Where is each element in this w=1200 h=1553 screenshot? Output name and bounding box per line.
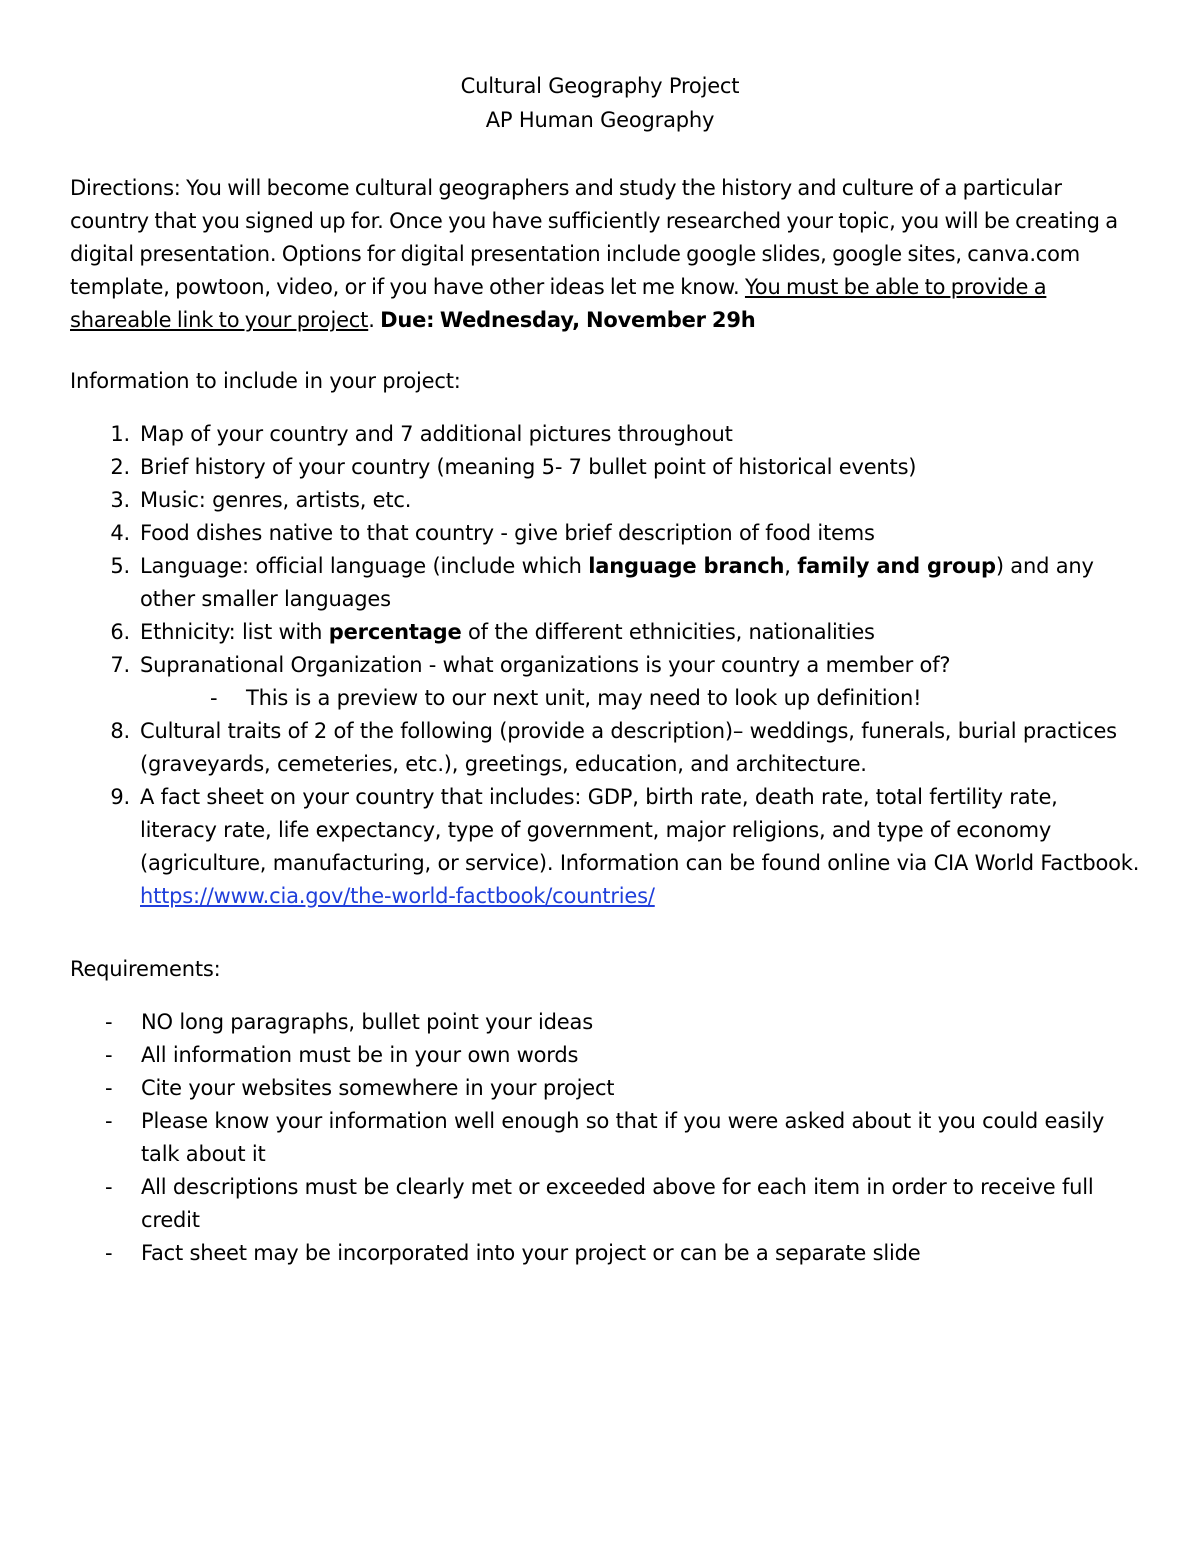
dash-bullet: - (105, 1010, 113, 1034)
list-item (110, 484, 1140, 517)
item-text: Cultural traits of 2 of the following (provide a description)– weddings, funerals, burial practices (graveyards, cemeteries, etc.), greetings, education, and architecture. (140, 719, 1117, 776)
item-text: Cite your websites somewhere in your project (141, 1076, 615, 1100)
bold-term: language branch (588, 554, 785, 578)
list-item (110, 451, 1140, 484)
list-item (105, 1006, 1141, 1039)
bold-term: percentage (328, 620, 462, 644)
list-item (110, 517, 1140, 550)
directions-text: Directions: You will become cultural geographers and study the history and culture of a particular country that you signed up for. Once you have sufficiently researched your topic, you will be creating a digital presentation. Options for digital presentation include google slides, google sites, canva.com template, powtoon, video, or if you have other ideas let me know. (70, 176, 1118, 299)
info-heading: Information to include in your project: (70, 369, 461, 393)
list-item (105, 1072, 1141, 1105)
item-text: Brief history of your country (meaning 5- 7 bullet point of historical events) (140, 455, 917, 479)
item-number: 1. (110, 422, 130, 446)
item-text: Please know your information well enough so that if you were asked about it you could easily talk about it (141, 1109, 1105, 1166)
item-text: A fact sheet on your country that includes: GDP, birth rate, death rate, total fertility rate, literacy rate, life expectancy, type of government, major religions, and type of economy (agriculture, manufacturing, or service). Information can be found online via CIA World Factbook. (140, 785, 1140, 875)
due-day: Wednesday (439, 308, 573, 332)
bold-term: family and group (797, 554, 996, 578)
item-text: Map of your country and 7 additional pictures throughout (140, 422, 733, 446)
item-number: 6. (110, 620, 130, 644)
item-text: ) and any other smaller languages (140, 554, 1094, 611)
dash-bullet: - (105, 1109, 113, 1133)
item-number: 9. (110, 785, 130, 809)
sub-bullet-text: This is a preview to our next unit, may need to look up definition! (246, 686, 922, 710)
shareable-link-requirement: You must be able to provide a shareable link to your project (70, 275, 1047, 332)
item-text: NO long paragraphs, bullet point your ideas (141, 1010, 593, 1034)
item-number: 4. (110, 521, 130, 545)
list-item (110, 550, 1140, 616)
item-text: All information must be in your own words (141, 1043, 579, 1067)
directions-paragraph: Directions: You will become cultural geographers and study the history and culture of a particular country that you signed up for. Once you have sufficiently researched your topic, you will be creating a digital presentation. Options for digital presentation include google slides, google sites, canva.com template, powtoon, video, or if you have other ideas let me know. You must be able to provide a shareable link to your project. Due: Wednesday, November 29h (70, 176, 1118, 332)
item-text: of the different ethnicities, nationalities (461, 620, 875, 644)
list-item (105, 1171, 1141, 1237)
cia-factbook-link[interactable]: https://www.cia.gov/the-world-factbook/countries/ (140, 884, 655, 908)
item-text: Ethnicity: list with (140, 620, 329, 644)
info-list (110, 418, 1140, 913)
due-date: November 29h (585, 308, 756, 332)
list-item (110, 616, 1140, 649)
list-item (110, 418, 1140, 451)
directions-period: . (368, 308, 381, 332)
item-number: 5. (110, 554, 130, 578)
page-title: Cultural Geography Project (460, 74, 740, 98)
item-text: , (784, 554, 798, 578)
list-item (110, 715, 1140, 781)
list-item (105, 1105, 1141, 1171)
item-text: Food dishes native to that country - give brief description of food items (140, 521, 875, 545)
item-text: All descriptions must be clearly met or exceeded above for each item in order to receive full credit (141, 1175, 1094, 1232)
item-text: Supranational Organization - what organizations is your country a member of? (140, 653, 951, 677)
item-number: 3. (110, 488, 130, 512)
item-text: Music: genres, artists, etc. (140, 488, 412, 512)
requirements-heading: Requirements: (70, 957, 221, 981)
page-subtitle: AP Human Geography (485, 108, 715, 132)
list-item (110, 781, 1140, 913)
item-number: 8. (110, 719, 130, 743)
dash-bullet: - (210, 686, 218, 710)
dash-bullet: - (105, 1043, 113, 1067)
item-text: Language: official language (include which (140, 554, 589, 578)
list-item (105, 1039, 1141, 1072)
dash-bullet: - (105, 1076, 113, 1100)
requirements-list (105, 1006, 1141, 1270)
sub-bullet (140, 682, 1140, 715)
item-number: 7. (110, 653, 130, 677)
dash-bullet: - (105, 1241, 113, 1265)
dash-bullet: - (105, 1175, 113, 1199)
item-number: 2. (110, 455, 130, 479)
list-item (110, 649, 1140, 715)
item-text: Fact sheet may be incorporated into your project or can be a separate slide (141, 1241, 921, 1265)
due-label: Due: (380, 308, 435, 332)
list-item (105, 1237, 1141, 1270)
